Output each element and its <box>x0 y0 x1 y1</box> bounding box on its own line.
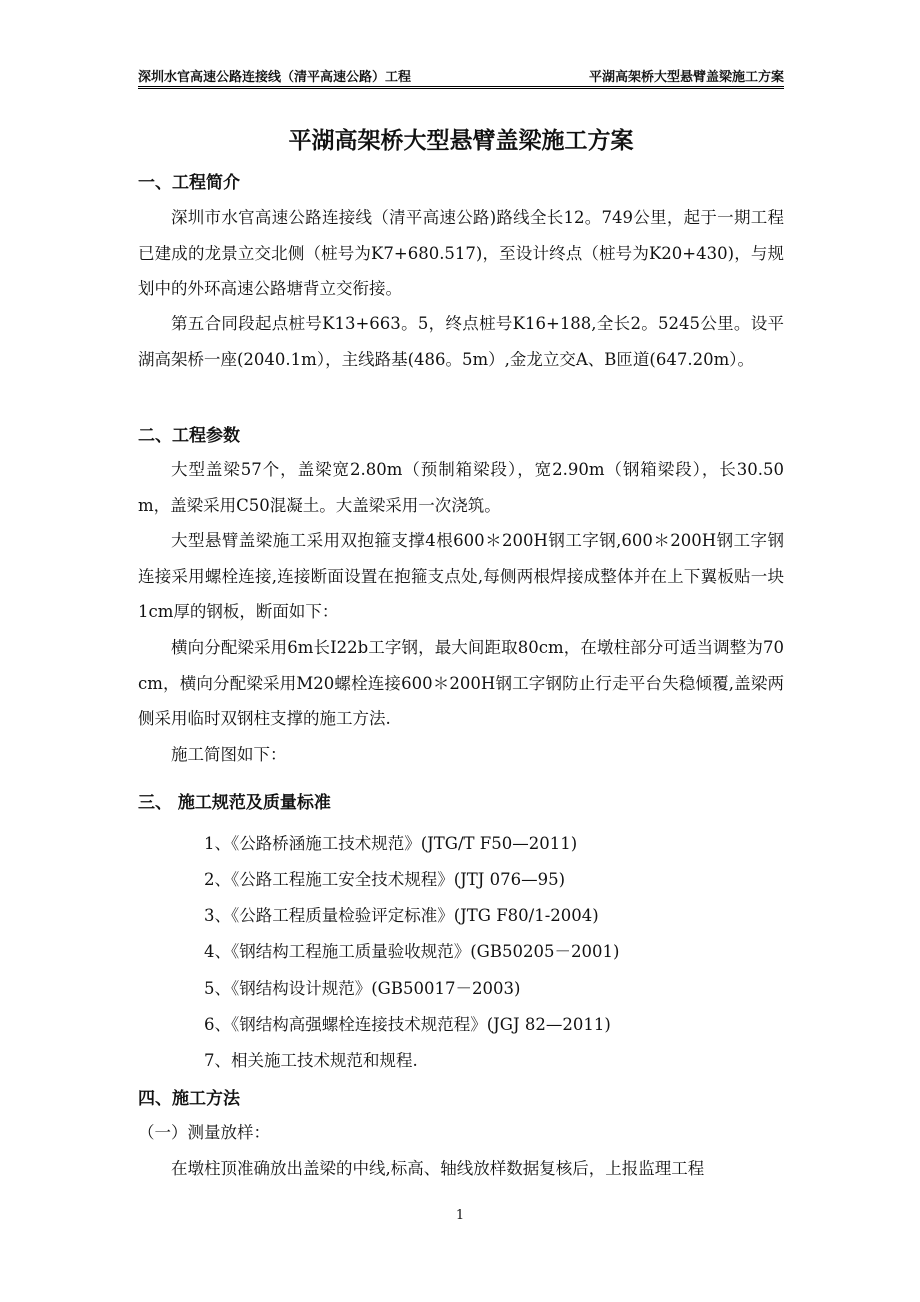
section-4-paragraph-1: 在墩柱顶准确放出盖梁的中线,标高、轴线放样数据复核后，上报监理工程 <box>171 1159 705 1178</box>
header-project-name: 深圳水官高速公路连接线（清平高速公路）工程 <box>138 70 412 85</box>
section-1-paragraph-1: 深圳市水官高速公路连接线（清平高速公路)路线全长12。749公里，起于一期工程已建成的龙景立交北侧（桩号为K7+680.517)，至设计终点（桩号为K20+430)，与规划中的外环高速公路塘背立交衔接。 <box>138 208 784 298</box>
section-2-heading: 二、工程参数 <box>138 426 240 446</box>
document-title: 平湖高架桥大型悬臂盖梁施工方案 <box>288 128 634 154</box>
standard-list-item: 1、《公路桥涵施工技术规范》(JTG/T F50—2011) <box>204 834 578 853</box>
section-4-heading: 四、施工方法 <box>138 1089 240 1109</box>
page-header <box>138 66 784 86</box>
standard-list-item: 6、《钢结构高强螺栓连接技术规范程》(JGJ 82—2011) <box>204 1015 611 1034</box>
section-1-heading: 一、工程简介 <box>138 173 240 193</box>
header-rule <box>138 86 784 89</box>
section-2-paragraph-3: 横向分配梁采用6m长I22b工字钢，最大间距取80cm，在墩柱部分可适当调整为70cm，横向分配梁采用M20螺栓连接600＊200H钢工字钢防止行走平台失稳倾覆,盖梁两侧采用临时双钢柱支撑的施工方法. <box>138 638 784 728</box>
section-1-paragraph-2: 第五合同段起点桩号K13+663。5，终点桩号K16+188,全长2。5245公里。设平湖高架桥一座(2040.1m），主线路基(486。5m）,金龙立交A、B匝道(647.20m）。 <box>138 314 784 369</box>
standard-list-item: 2、《公路工程施工安全技术规程》(JTJ 076—95) <box>204 870 566 889</box>
section-2-paragraph-2: 大型悬臂盖梁施工采用双抱箍支撑4根600＊200H钢工字钢,600＊200H钢工字钢连接采用螺栓连接,连接断面设置在抱箍支点处,每侧两根焊接成整体并在上下翼板贴一块1cm厚的钢板，断面如下： <box>138 531 784 621</box>
section-2-paragraph-4: 施工简图如下： <box>171 745 287 764</box>
standard-list-item: 3、《公路工程质量检验评定标准》(JTG F80/1-2004) <box>204 906 599 925</box>
header-document-name: 平湖高架桥大型悬臂盖梁施工方案 <box>588 70 784 85</box>
section-3-heading: 三、 施工规范及质量标准 <box>138 793 331 813</box>
standard-list-item: 7、相关施工技术规范和规程. <box>204 1051 418 1070</box>
page-number: 1 <box>455 1208 465 1223</box>
standard-list-item: 5、《钢结构设计规范》(GB50017－2003) <box>204 979 521 998</box>
standard-list-item: 4、《钢结构工程施工质量验收规范》(GB50205－2001) <box>204 942 620 961</box>
section-2-paragraph-1: 大型盖梁57个，盖梁宽2.80m（预制箱梁段），宽2.90m（钢箱梁段），长30.50m，盖梁采用C50混凝土。大盖梁采用一次浇筑。 <box>138 460 784 515</box>
subsection-heading: （一）测量放样： <box>138 1123 270 1142</box>
